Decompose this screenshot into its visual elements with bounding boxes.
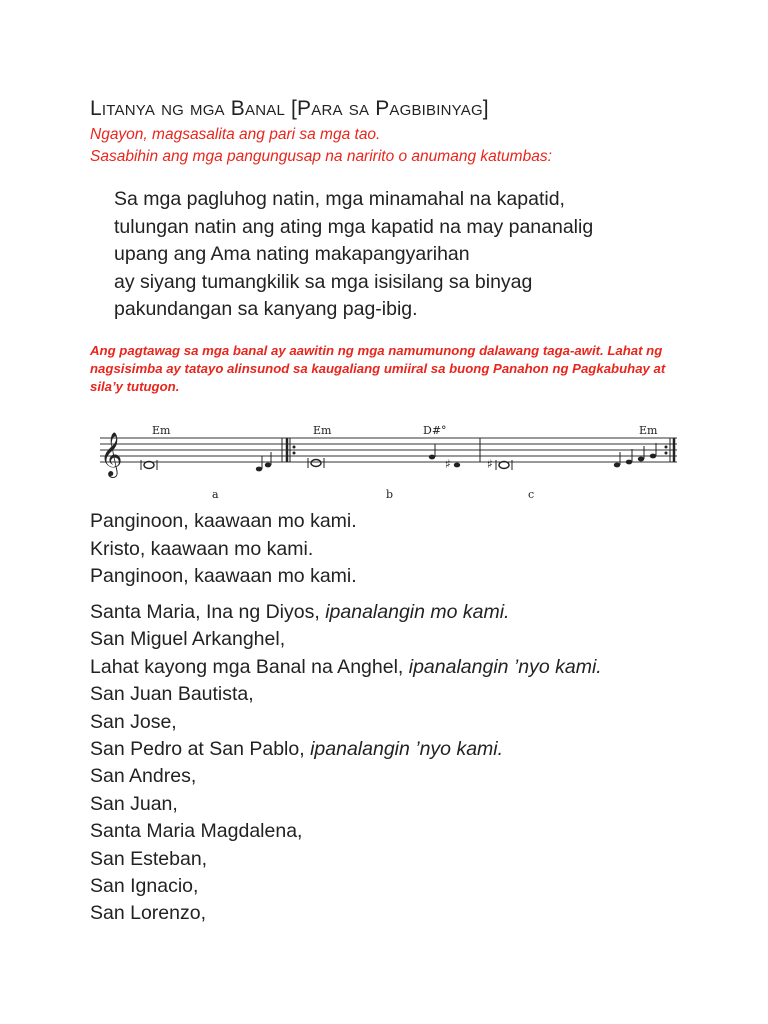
saint-name: San Esteban, (90, 847, 208, 870)
litany-line (90, 846, 602, 873)
eighth-note (614, 443, 656, 467)
title-text: Litanya ng mga Banal [Para sa Pagbibinyag] (90, 97, 489, 120)
saint-name: San Ignacio, (90, 875, 199, 898)
music-staff (92, 420, 682, 510)
litany-line (90, 626, 602, 653)
section-label: b (386, 488, 394, 501)
kyrie-line: Panginoon, kaawaan mo kami. (90, 510, 357, 532)
kyrie-line: Panginoon, kaawaan mo kami. (90, 565, 357, 587)
section-label: c (528, 488, 535, 501)
litany-response: ipanalangin ’nyo kami. (408, 655, 602, 678)
saint-name: San Juan Bautista, (90, 683, 254, 706)
chord-label: Em (313, 424, 332, 437)
rubric-line: Sasabihin ang mga pangungusap na naririto o anumang katumbas: (90, 148, 552, 165)
eighth-note (429, 444, 435, 459)
sharp-icon: ♯ (487, 457, 493, 471)
litany-line (90, 791, 602, 818)
litany-line (90, 654, 602, 681)
saint-name: Santa Maria, Ina ng Diyos, (90, 601, 326, 623)
breve-note (308, 458, 324, 468)
intro-line: upang ang Ama nating makapangyarihan (114, 243, 470, 266)
saint-name: San Lorenzo, (90, 902, 207, 925)
priest-introduction (114, 186, 593, 324)
kyrie-responses (90, 508, 357, 591)
intro-line: Sa mga pagluhog natin, mga minamahal na kapatid, (114, 188, 565, 210)
chord-label: D#° (423, 424, 447, 437)
litany-line (90, 681, 602, 708)
sharp-icon: ♯ (445, 457, 451, 471)
litany-response: ipanalangin mo kami. (325, 601, 510, 623)
litany-line (90, 736, 602, 763)
litany-list (90, 599, 602, 928)
page-title (90, 97, 489, 121)
saint-name: Santa Maria Magdalena, (90, 820, 303, 843)
chord-label: Em (152, 424, 171, 437)
saint-name: San Miguel Arkanghel, (90, 628, 286, 651)
saint-name: San Jose, (90, 710, 177, 733)
intro-line: tulungan natin ang ating mga kapatid na may pananalig (114, 215, 594, 238)
section-label: a (212, 488, 219, 501)
litany-line (90, 818, 602, 845)
saint-name: San Juan, (90, 792, 178, 815)
litany-response: ipanalangin ’nyo kami. (310, 738, 504, 761)
litany-line (90, 900, 602, 927)
chord-label: Em (639, 424, 658, 437)
litany-line (90, 763, 602, 790)
litany-line (90, 709, 602, 736)
saint-name: San Andres, (90, 765, 197, 788)
singing-rubric: Ang pagtawag sa mga banal ay aawitin ng mga namumunong dalawang taga-awit. Lahat ng nagsisimba ay tatayo alinsunod sa kaugaliang umiiral sa buong Panahon ng Pagkabuhay at sila’y tutugon. (90, 343, 666, 394)
intro-line: ay siyang tumangkilik sa mga isisilang sa binyag (114, 270, 533, 293)
litany-line (90, 599, 602, 626)
litany-line (90, 873, 602, 900)
saint-name: San Pedro at San Pablo, (90, 738, 311, 761)
intro-line: pakundangan sa kanyang pag-ibig. (114, 298, 418, 321)
rubric-line: Ngayon, magsasalita ang pari sa mga tao. (90, 126, 381, 143)
kyrie-line: Kristo, kaawaan mo kami. (90, 537, 314, 560)
treble-clef-icon: 𝄞 (100, 432, 123, 476)
saint-name: Lahat kayong mga Banal na Anghel, (90, 655, 409, 678)
